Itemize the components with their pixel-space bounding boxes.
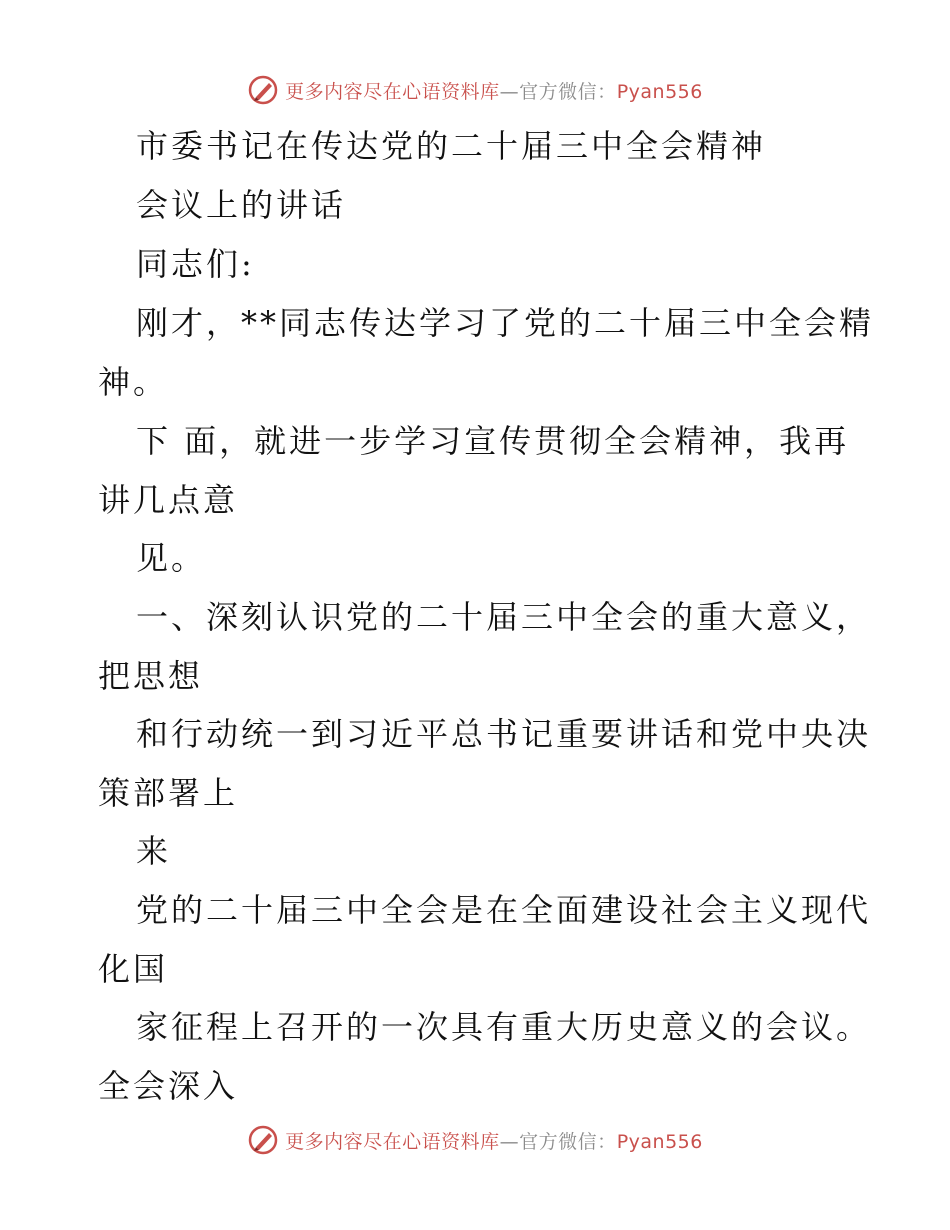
paragraph-line: 化国 <box>98 950 169 988</box>
document-title-line-2: 会议上的讲话 <box>136 186 347 224</box>
section-heading-line: 和行动统一到习近平总书记重要讲话和党中央决 <box>136 715 872 753</box>
document-title-line-1: 市委书记在传达党的二十届三中全会精神 <box>136 127 767 165</box>
watermark-account: Pyan556 <box>616 80 703 103</box>
watermark-official-label: 官方微信： <box>519 1130 617 1153</box>
section-heading-line: 把思想 <box>98 657 204 695</box>
paragraph-line: 神。 <box>98 363 169 401</box>
paragraph-line: 见。 <box>136 539 207 577</box>
paragraph-line: 党的二十届三中全会是在全面建设社会主义现代 <box>136 891 872 929</box>
footer-watermark <box>0 1120 950 1160</box>
paragraph-line: 讲几点意 <box>98 481 239 519</box>
watermark-dash: — <box>499 1130 520 1153</box>
watermark-text <box>285 1127 703 1154</box>
salutation: 同志们: <box>136 245 255 283</box>
paragraph-line: 家征程上召开的一次具有重大历史意义的会议。 <box>136 1008 872 1046</box>
watermark-main-text: 更多内容尽在心语资料库 <box>285 1130 500 1153</box>
paragraph-line: 刚才，**同志传达学习了党的二十届三中全会精 <box>136 304 875 342</box>
pen-logo-icon <box>247 1124 279 1156</box>
section-heading-line: 一、深刻认识党的二十届三中全会的重大意义， <box>136 598 872 636</box>
watermark-official-label: 官方微信： <box>519 80 617 103</box>
section-heading-line: 策部署上 <box>98 774 239 812</box>
paragraph-line: 全会深入 <box>98 1067 239 1105</box>
watermark-dash: — <box>499 80 520 103</box>
paragraph-line: 下 面，就进一步学习宣传贯彻全会精神，我再 <box>136 422 850 460</box>
watermark-main-text: 更多内容尽在心语资料库 <box>285 80 500 103</box>
section-heading-line: 来 <box>136 832 172 870</box>
watermark-account: Pyan556 <box>616 1130 703 1153</box>
